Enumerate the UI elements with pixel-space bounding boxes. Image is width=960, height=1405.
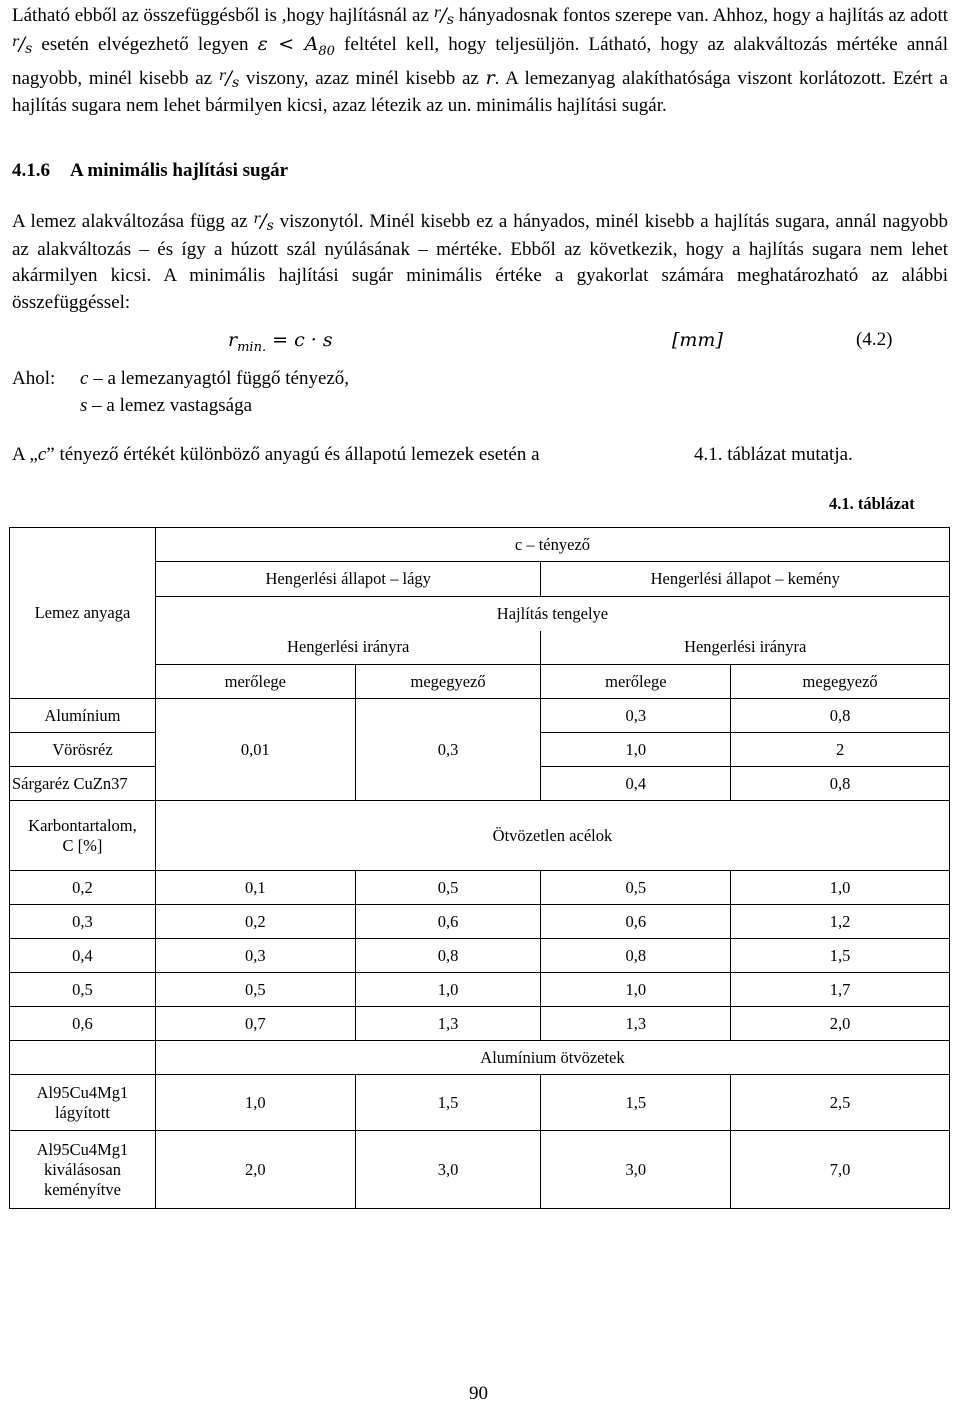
section-number: 4.1.6	[12, 160, 50, 181]
table-cell: 1,3	[355, 1007, 541, 1041]
ahol-c-line: c – a lemezanyagtól függő tényező,	[80, 368, 350, 389]
table-row	[10, 1007, 950, 1041]
table-row	[10, 939, 950, 973]
table-row	[10, 699, 950, 733]
table-cell: 0,4	[541, 767, 731, 801]
table-row	[10, 1131, 950, 1209]
table-cell: 0,3	[541, 699, 731, 733]
table-cell: 0,8	[355, 939, 541, 973]
page-number: 90	[469, 1383, 488, 1404]
table-cell: 1,0	[155, 1075, 355, 1131]
table-cell: 0,4	[10, 939, 156, 973]
section-title: A minimális hajlítási sugár	[70, 160, 288, 181]
table-cell: 0,8	[541, 939, 731, 973]
table-cell: 1,0	[541, 733, 731, 767]
steel-header: Ötvözetlen acélok	[155, 801, 949, 871]
table-cell: 0,1	[155, 871, 355, 905]
col-header: merőlege	[155, 665, 355, 699]
table-cell: 2,5	[731, 1075, 950, 1131]
r-over-s-fraction: $^r/_s$	[253, 210, 274, 234]
table-cell: 0,6	[541, 905, 731, 939]
table-row	[10, 973, 950, 1007]
table-cell: 0,3	[355, 699, 541, 801]
table-reference: A „c” tényező értékét különböző anyagú és állapotú lemezek esetén a	[12, 444, 540, 465]
body-paragraph: A lemez alakváltozása függ az $^r/_s$ viszonytól. Minél kisebb ez a hányados, minél kisebb a hajlítás sugara, annál nagyobb az alakváltozás – és így a húzott szál nyúlásának – mértéke. Ebből az következik, hogy a hajlítás sugara nem lehet akármilyen kicsi. A minimális hajlítási sugár minimális értéke a gyakorlat számára meghatározható az alábbi összefüggéssel:	[12, 210, 948, 313]
table-cell: 0,5	[355, 871, 541, 905]
table-cell: 3,0	[541, 1131, 731, 1209]
alloy-name: Al95Cu4Mg1 kiválásosan keményítve	[10, 1131, 156, 1209]
table-row	[10, 871, 950, 905]
table-cell: 1,7	[731, 973, 950, 1007]
table-cell: 1,5	[355, 1075, 541, 1131]
alloy-header: Alumínium ötvözetek	[155, 1041, 949, 1075]
material-name: Sárgaréz CuZn37	[10, 767, 156, 801]
state-hard-header: Hengerlési állapot – kemény	[541, 562, 950, 597]
table-cell: 1,0	[731, 871, 950, 905]
table-cell: 0,5	[541, 871, 731, 905]
table-cell: 0,01	[155, 699, 355, 801]
table-caption: 4.1. táblázat	[829, 494, 915, 513]
table-cell: 0,3	[155, 939, 355, 973]
alloy-label-spacer	[10, 1041, 156, 1075]
dir-hard-header: Hengerlési irányra	[541, 631, 950, 665]
material-header: Lemez anyaga	[10, 528, 156, 699]
c-factor-table	[9, 527, 950, 1209]
formula: $r_{min.} = c \cdot s$	[228, 329, 333, 355]
table-cell: 0,6	[355, 905, 541, 939]
strain-condition: $\varepsilon < A_{80}$	[257, 32, 335, 59]
table-cell: 1,5	[541, 1075, 731, 1131]
table-cell: 7,0	[731, 1131, 950, 1209]
col-header: megegyező	[355, 665, 541, 699]
table-cell: 0,3	[10, 905, 156, 939]
formula-unit: [mm]	[672, 329, 723, 351]
table-cell: 1,3	[541, 1007, 731, 1041]
state-soft-header: Hengerlési állapot – lágy	[155, 562, 541, 597]
table-cell: 0,8	[731, 767, 950, 801]
carbon-label: Karbontartalom, C [%]	[10, 801, 156, 871]
table-cell: 1,0	[541, 973, 731, 1007]
table-cell: 0,7	[155, 1007, 355, 1041]
table-cell: 0,6	[10, 1007, 156, 1041]
alloy-name: Al95Cu4Mg1 lágyított	[10, 1075, 156, 1131]
table-row	[10, 1075, 950, 1131]
table-cell: 0,5	[155, 973, 355, 1007]
axis-header: Hajlítás tengelye	[155, 597, 949, 631]
ahol-s-line: s – a lemez vastagsága	[80, 395, 252, 416]
dir-soft-header: Hengerlési irányra	[155, 631, 541, 665]
r-over-s-fraction: $^r/_s$	[12, 32, 33, 57]
table-cell: 1,2	[731, 905, 950, 939]
ahol-label: Ahol:	[12, 368, 56, 389]
table-cell: 0,5	[10, 973, 156, 1007]
col-header: megegyező	[731, 665, 950, 699]
material-name: Vörösréz	[10, 733, 156, 767]
material-name: Alumínium	[10, 699, 156, 733]
table-cell: 0,2	[155, 905, 355, 939]
table-row	[10, 905, 950, 939]
intro-paragraph: Látható ebből az összefüggésből is ,hogy hajlításnál az $^r/_s$ hányadosnak fontos szerepe van. Ahhoz, hogy a hajlítás az adott $^r/_s$ esetén elvégezhető legyen $\varepsilon < A_{80}$ feltétel kell, hogy teljesüljön. Látható, hogy az alakváltozás mértéke annál nagyobb, minél kisebb az $^r/_s$ viszony, azaz minél kisebb az r. A lemezanyag alakíthatósága viszont korlátozott. Ezért a hajlítás sugara nem lehet bármilyen kicsi, azaz létezik az un. minimális hajlítási sugár.	[12, 4, 948, 117]
table-cell: 3,0	[355, 1131, 541, 1209]
table-cell: 0,8	[731, 699, 950, 733]
table-cell: 0,2	[10, 871, 156, 905]
formula-number: (4.2)	[856, 329, 893, 350]
r-over-s-fraction: $^r/_s$	[218, 66, 240, 91]
table-cell: 2,0	[731, 1007, 950, 1041]
table-cell: 2,0	[155, 1131, 355, 1209]
table-cell: 2	[731, 733, 950, 767]
table-reference-end: 4.1. táblázat mutatja.	[694, 444, 853, 465]
r-over-s-fraction: $^r/_s$	[433, 4, 454, 28]
table-cell: 1,5	[731, 939, 950, 973]
table-cell: 1,0	[355, 973, 541, 1007]
c-factor-header: c – tényező	[155, 528, 949, 562]
col-header: merőlege	[541, 665, 731, 699]
section-heading	[12, 160, 288, 182]
